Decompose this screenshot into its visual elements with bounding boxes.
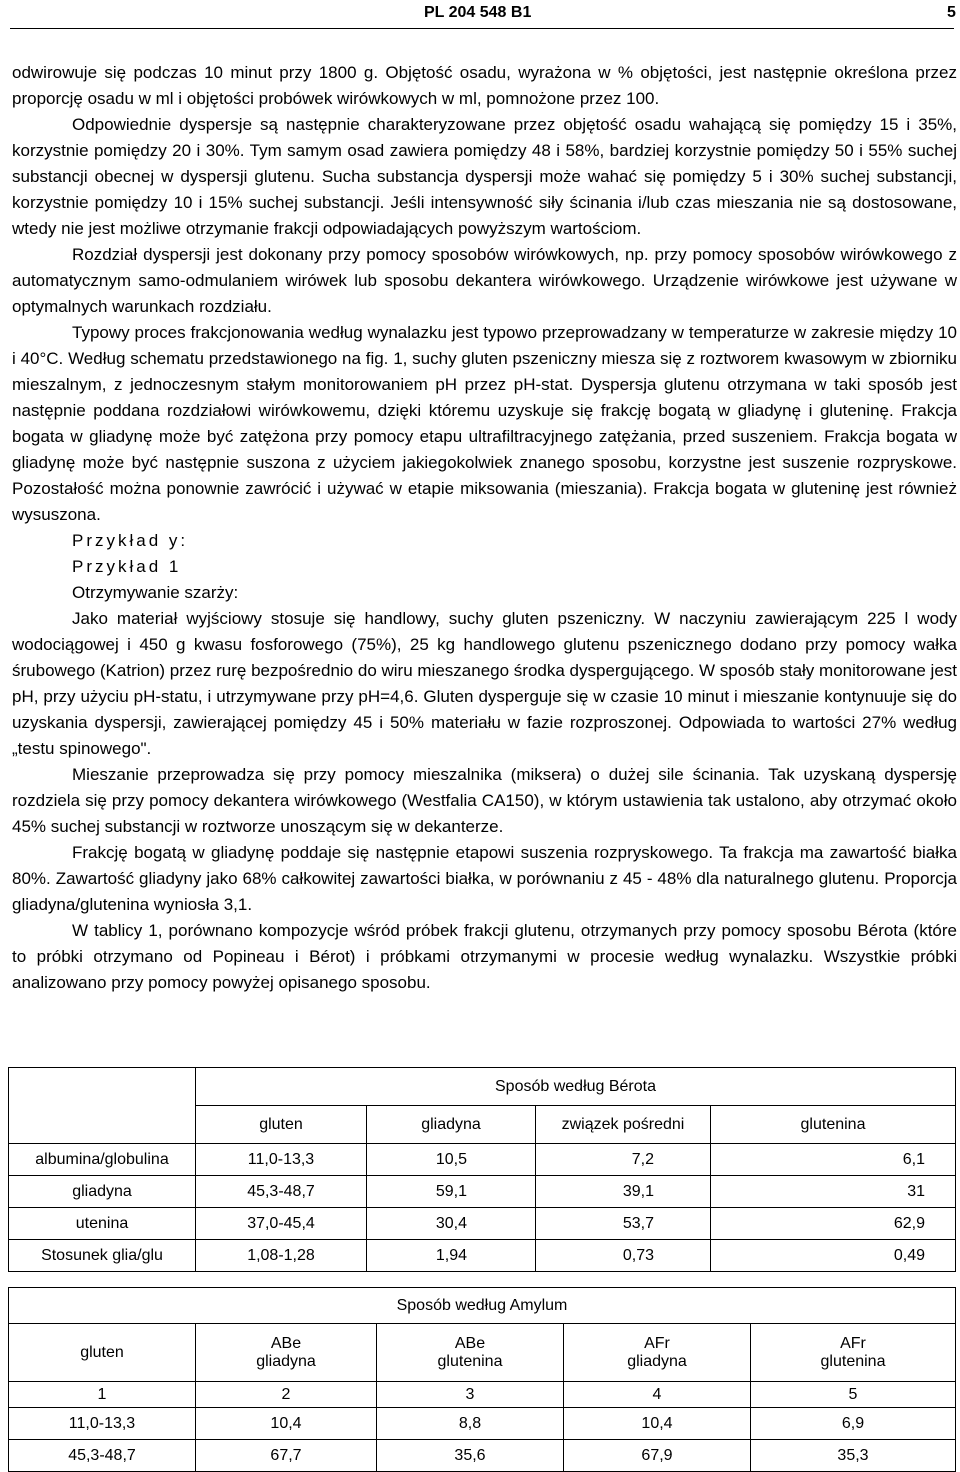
column-header-line: AFr xyxy=(840,1334,866,1352)
paragraph: Typowy proces frakcjonowania według wynalazku jest typowo przeprowadzany w temperaturze w zakresie między 10 i 40°C. Według schematu przedstawionego na fig. 1, suchy gluten pszeniczny miesza się z roztworem kwasowym w zbiorniku mieszalnym, z jednoczesnym stałym monitorowaniem pH przez pH-stat. Dyspersja glutenu otrzymana w taki sposób jest następnie poddana rozdziałowi wirówkowemu, dzięki któremu uzyskuje się frakcję bogatą w gliadynę i gluteninę. Frakcja bogata w gliadynę może być zatężona przy pomocy etapu ultrafiltracyjnego zatężania, przed suszeniem. Frakcja bogata w gliadynę może być następnie suszona z użyciem jakiegokolwiek znanego sposobu, korzystne jest suszenie rozpryskowe. Pozostałość można ponownie zawrócić i używać w etapie miksowania (mieszania). Frakcja bogata w gluteninę jest również wysuszona. xyxy=(12,323,957,524)
table-row xyxy=(9,1240,956,1272)
table-cell: 6,1 xyxy=(711,1144,956,1176)
column-number: 4 xyxy=(564,1382,751,1408)
table-title: Sposób według Bérota xyxy=(196,1068,956,1106)
page-number: 5 xyxy=(947,4,956,21)
paragraph: Mieszanie przeprowadza się przy pomocy mieszalnika (miksera) o dużej sile ścinania. Tak uzyskaną dyspersję rozdziela się przy pomocy dekantera wirówkowego (Westfalia CA150), w którym ustawienia tak ustalono, aby otrzymać około 45% suchej substancji w roztworze unoszącym się w dekanterze. xyxy=(12,765,957,836)
document-body xyxy=(12,60,957,996)
table-cell: 67,9 xyxy=(564,1440,751,1472)
table-cell: 53,7 xyxy=(536,1208,711,1240)
table-row xyxy=(9,1382,956,1408)
table-cell: 10,5 xyxy=(367,1144,536,1176)
column-header-line: gliadyna xyxy=(627,1352,687,1370)
table-cell: 37,0-45,4 xyxy=(196,1208,367,1240)
column-header-line: glutenina xyxy=(820,1352,886,1370)
section-label-batch: Otrzymywanie szarży: xyxy=(72,583,239,602)
column-header xyxy=(377,1324,564,1382)
page-header xyxy=(0,4,960,26)
table-cell: 62,9 xyxy=(711,1208,956,1240)
table-cell: 8,8 xyxy=(377,1408,564,1440)
table-cell: 45,3-48,7 xyxy=(9,1440,196,1472)
table-cell: 6,9 xyxy=(751,1408,956,1440)
table-cell: 30,4 xyxy=(367,1208,536,1240)
table-cell: 11,0-13,3 xyxy=(196,1144,367,1176)
row-label: albumina/globulina xyxy=(9,1144,196,1176)
table-row xyxy=(9,1144,956,1176)
table-cell: 39,1 xyxy=(536,1176,711,1208)
section-label-examples: Przykład y: xyxy=(72,531,189,550)
row-label: Stosunek glia/glu xyxy=(9,1240,196,1272)
paragraph: W tablicy 1, porównano kompozycje wśród próbek frakcji glutenu, otrzymanych przy pomocy sposobu Bérota (które to próbki otrzymano od Popineau i Bérot) i próbkami otrzymanymi w procesie według wynalazku. Wszystkie próbki analizowano przy pomocy powyżej opisanego sposobu. xyxy=(12,921,957,992)
column-header xyxy=(196,1324,377,1382)
column-number: 5 xyxy=(751,1382,956,1408)
column-header-line: AFr xyxy=(644,1334,670,1352)
column-header: gliadyna xyxy=(367,1106,536,1144)
column-header-line: gliadyna xyxy=(256,1352,316,1370)
patent-number: PL 204 548 B1 xyxy=(424,4,532,21)
table-cell: 10,4 xyxy=(564,1408,751,1440)
table-cell: 35,3 xyxy=(751,1440,956,1472)
row-label: utenina xyxy=(9,1208,196,1240)
column-header xyxy=(564,1324,751,1382)
column-header xyxy=(9,1324,196,1382)
paragraph: odwirowuje się podczas 10 minut przy 1800 g. Objętość osadu, wyrażona w % objętości, jest następnie określona przez proporcję osadu w ml i objętości probówek wirówkowych w ml, pomnożone przez 100. xyxy=(12,63,957,108)
table-amylum xyxy=(8,1287,956,1472)
table-cell: 11,0-13,3 xyxy=(9,1408,196,1440)
table-cell: 1,94 xyxy=(367,1240,536,1272)
paragraph: Frakcję bogatą w gliadynę poddaje się następnie etapowi suszenia rozpryskowego. Ta frakcja ma zawartość białka 80%. Zawartość gliadyny jako 68% całkowitej zawartości białka, w porównaniu z 45 - 48% dla naturalnego glutenu. Proporcja gliadyna/glutenina wyniosła 3,1. xyxy=(12,843,957,914)
column-header-line: gluten xyxy=(80,1343,124,1361)
column-header: związek pośredni xyxy=(536,1106,711,1144)
column-header xyxy=(751,1324,956,1382)
table-corner-cell xyxy=(9,1068,196,1144)
column-header-line: glutenina xyxy=(437,1352,503,1370)
table-cell: 0,49 xyxy=(711,1240,956,1272)
table-row xyxy=(9,1208,956,1240)
column-header: gluten xyxy=(196,1106,367,1144)
row-label: gliadyna xyxy=(9,1176,196,1208)
table-cell: 1,08-1,28 xyxy=(196,1240,367,1272)
table-cell: 59,1 xyxy=(367,1176,536,1208)
column-header-line: ABe xyxy=(454,1334,486,1352)
column-number: 2 xyxy=(196,1382,377,1408)
table-berot xyxy=(8,1067,956,1272)
table-cell: 45,3-48,7 xyxy=(196,1176,367,1208)
column-number: 3 xyxy=(377,1382,564,1408)
header-divider xyxy=(10,28,954,29)
table-row xyxy=(9,1176,956,1208)
table-cell: 10,4 xyxy=(196,1408,377,1440)
table-cell: 7,2 xyxy=(536,1144,711,1176)
paragraph: Jako materiał wyjściowy stosuje się handlowy, suchy gluten pszeniczny. W naczyniu zawierającym 225 l wody wodociągowej i 450 g kwasu fosforowego (75%), 25 kg handlowego glutenu pszenicznego dodano przy pomocy wałka śrubowego (Katrion) przez rurę bezpośrednio do wiru mieszanego środka dyspergującego. W sposób stały monitorowane jest pH, przy użyciu pH-statu, i utrzymywane przy pH=4,6. Gluten dysperguje się w czasie 10 minut i mieszanie kontynuuje się do uzyskania dyspersji, zawierającej pomiędzy 45 i 50% materiału w fazie rozproszonej. Odpowiada to wartości 27% według „testu spinowego". xyxy=(12,609,957,758)
column-header-line: ABe xyxy=(270,1334,302,1352)
table-cell: 31 xyxy=(711,1176,956,1208)
table-cell: 35,6 xyxy=(377,1440,564,1472)
table-cell: 0,73 xyxy=(536,1240,711,1272)
section-label-example-1: Przykład 1 xyxy=(72,557,182,576)
paragraph: Odpowiednie dyspersje są następnie charakteryzowane przez objętość osadu wahającą się pomiędzy 15 i 35%, korzystnie pomiędzy 20 i 30%. Tym samym osad zawiera pomiędzy 48 i 58%, bardziej korzystnie pomiędzy 50 i 55% suchej substancji obecnej w dyspersji glutenu. Sucha substancja dyspersji może wahać się pomiędzy 5 i 30% suchej substancji, korzystnie pomiędzy 10 i 15% suchej substancji. Jeśli intensywność siły ścinania i/lub czas mieszania nie są dostosowane, wtedy nie jest możliwe otrzymanie frakcji odpowiadających powyższym wartościom. xyxy=(12,115,957,238)
paragraph: Rozdział dyspersji jest dokonany przy pomocy sposobów wirówkowych, np. przy pomocy sposobów wirówkowego z automatycznym samo-odmulaniem wirówek lub sposobu dekantera wirówkowego. Urządzenie wirówkowe jest używane w optymalnych warunkach rozdziału. xyxy=(12,245,957,316)
table-row xyxy=(9,1440,956,1472)
column-header: glutenina xyxy=(711,1106,956,1144)
column-number: 1 xyxy=(9,1382,196,1408)
table-title: Sposób według Amylum xyxy=(9,1288,956,1324)
table-row xyxy=(9,1408,956,1440)
table-cell: 67,7 xyxy=(196,1440,377,1472)
